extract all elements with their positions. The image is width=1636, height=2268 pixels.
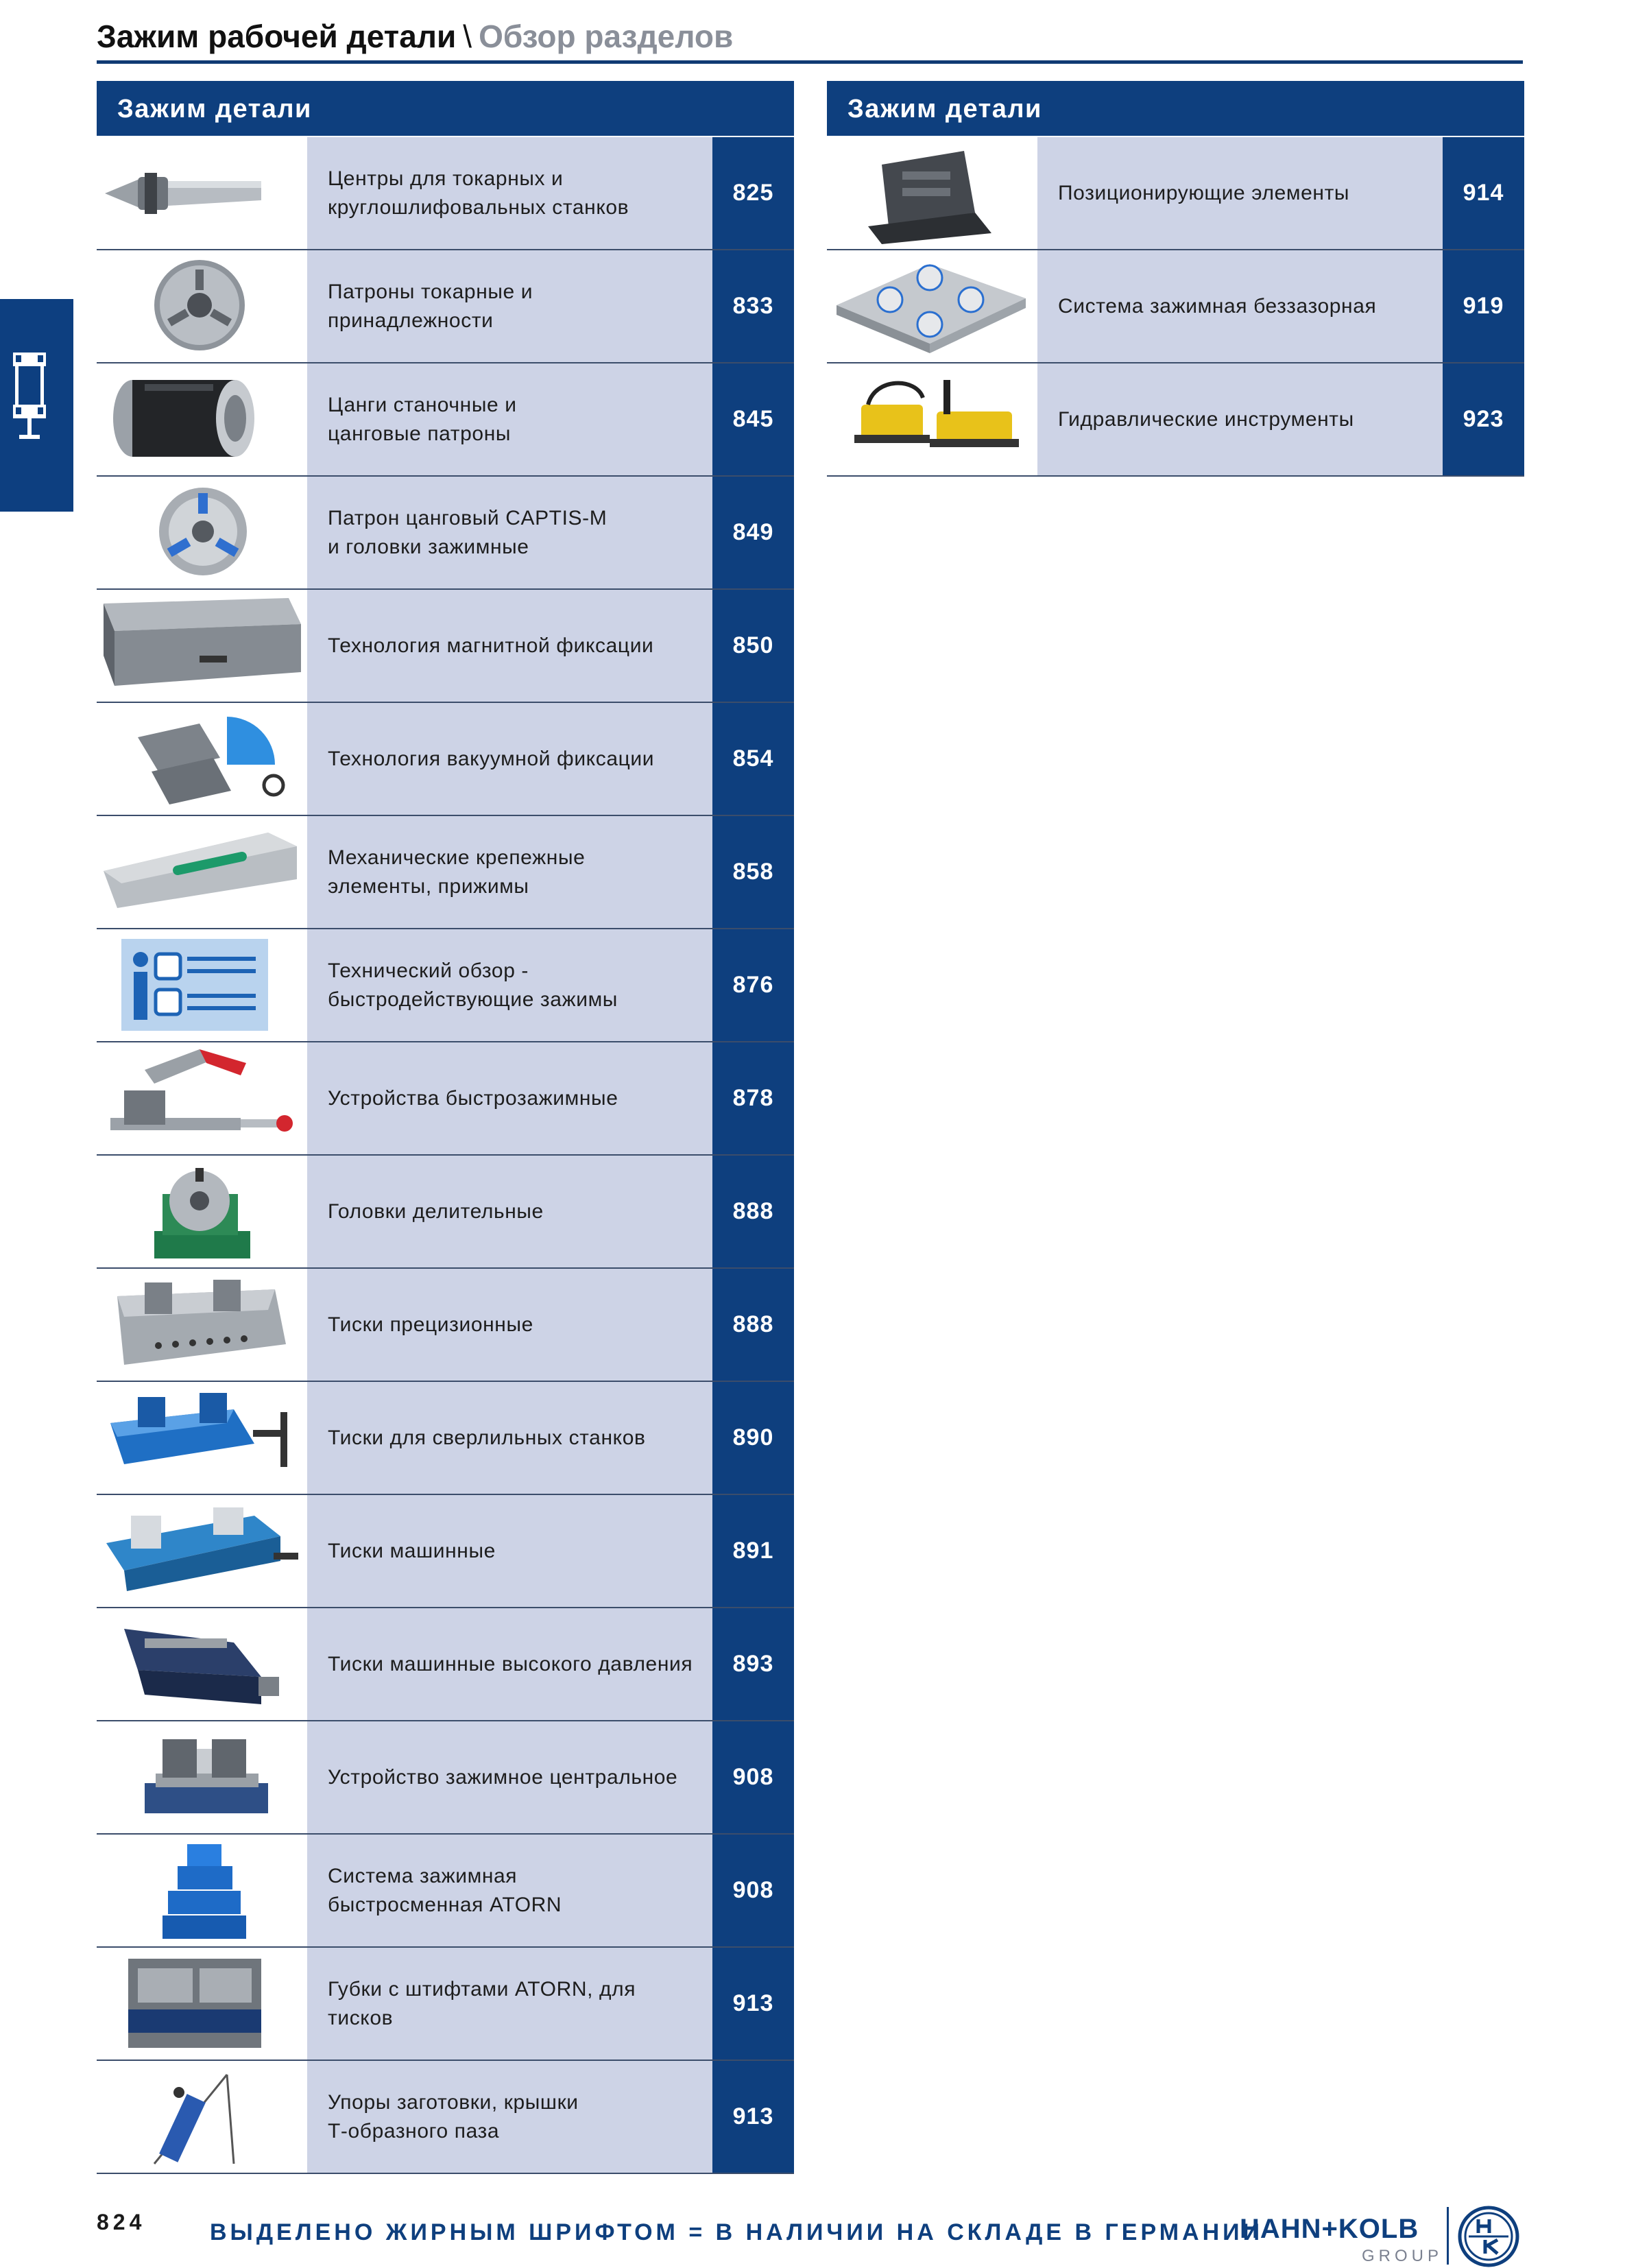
table-row[interactable] [97, 1269, 794, 1382]
row-label: Патрон цанговый CAPTIS-M и головки зажимные [328, 506, 608, 558]
table-row[interactable] [97, 1156, 794, 1269]
row-label: Цанги станочные и цанговые патроны [328, 393, 517, 445]
row-page-number[interactable]: 825 [712, 137, 794, 249]
table-row[interactable] [97, 2061, 794, 2174]
row-label: Губки с штифтами ATORN, для тисков [328, 1977, 636, 2029]
row-page-number[interactable]: 849 [712, 477, 794, 588]
table-row[interactable] [97, 477, 794, 590]
row-label: Тиски прецизионные [328, 1313, 533, 1336]
row-label: Тиски машинные [328, 1539, 496, 1562]
row-label: Устройство зажимное центральное [328, 1765, 678, 1789]
row-page-number[interactable]: 919 [1443, 250, 1524, 362]
table-row[interactable] [97, 250, 794, 363]
row-page-number[interactable]: 891 [712, 1495, 794, 1607]
brand-logo [1240, 2206, 1528, 2267]
dividing-head-icon [97, 1156, 307, 1267]
hydraulic-pump-icon [827, 363, 1037, 475]
collet-chuck-icon [97, 477, 307, 588]
header-rule [97, 60, 1523, 64]
vacuum-plate-icon [97, 703, 307, 815]
row-label: Патроны токарные и принадлежности [328, 280, 533, 332]
row-label: Технология магнитной фиксации [328, 634, 654, 657]
table-row[interactable] [827, 250, 1524, 363]
live-center-icon [97, 137, 307, 249]
clamp-chapter-icon [10, 351, 51, 454]
row-page-number[interactable]: 914 [1443, 137, 1524, 249]
row-label: Технический обзор - быстродействующие зажимы [328, 959, 618, 1011]
table-row[interactable] [97, 363, 794, 477]
row-page-number[interactable]: 913 [712, 2061, 794, 2173]
section-subtitle: Обзор разделов [479, 19, 734, 54]
brand-group: GROUP [1362, 2247, 1443, 2265]
right-section-table [827, 81, 1524, 477]
left-section-table [97, 81, 794, 2174]
quick-change-icon [97, 1835, 307, 1946]
row-page-number[interactable]: 854 [712, 703, 794, 815]
row-page-number[interactable]: 850 [712, 590, 794, 702]
brand-name: HAHN+KOLB [1240, 2214, 1419, 2244]
row-label: Позиционирующие элементы [1058, 181, 1350, 204]
row-label: Гидравлические инструменты [1058, 407, 1354, 431]
section-title: Зажим рабочей детали [97, 19, 457, 54]
right-table-heading: Зажим детали [827, 81, 1524, 137]
title-separator: \ [463, 19, 472, 54]
left-table-heading: Зажим детали [97, 81, 794, 137]
row-label: Устройства быстрозажимные [328, 1086, 618, 1110]
toggle-clamp-icon [97, 1042, 307, 1154]
row-page-number[interactable]: 890 [712, 1382, 794, 1494]
magnetic-plate-icon [97, 590, 307, 702]
row-page-number[interactable]: 833 [712, 250, 794, 362]
positioning-block-icon [827, 137, 1037, 249]
row-page-number[interactable]: 923 [1443, 363, 1524, 475]
row-page-number[interactable]: 876 [712, 929, 794, 1041]
page-number: 824 [97, 2210, 146, 2234]
row-label: Система зажимная быстросменная ATORN [328, 1864, 562, 1916]
table-row[interactable] [827, 363, 1524, 477]
row-label: Технология вакуумной фиксации [328, 747, 655, 770]
precision-vise-icon [97, 1269, 307, 1381]
table-row[interactable] [97, 1042, 794, 1156]
table-row[interactable] [97, 1495, 794, 1608]
row-page-number[interactable]: 858 [712, 816, 794, 928]
row-label: Тиски для сверлильных станков [328, 1426, 646, 1449]
info-icon [97, 929, 307, 1041]
row-page-number[interactable]: 888 [712, 1156, 794, 1267]
row-page-number[interactable]: 893 [712, 1608, 794, 1720]
table-row[interactable] [97, 1382, 794, 1495]
table-row[interactable] [97, 1608, 794, 1721]
center-clamp-icon [97, 1721, 307, 1833]
row-label: Тиски машинные высокого давления [328, 1652, 693, 1675]
collet-icon [97, 363, 307, 475]
stock-note: ВЫДЕЛЕНО ЖИРНЫМ ШРИФТОМ = В НАЛИЧИИ НА СКЛАДЕ В ГЕРМАНИИ [210, 2219, 1264, 2245]
table-row[interactable] [97, 816, 794, 929]
machine-vise-icon [97, 1495, 307, 1607]
jaws-icon [97, 1948, 307, 2060]
row-page-number[interactable]: 878 [712, 1042, 794, 1154]
page-title [97, 18, 733, 55]
table-row[interactable] [97, 1948, 794, 2061]
row-label: Центры для токарных и круглошлифовальных станков [328, 167, 629, 219]
table-row[interactable] [827, 137, 1524, 250]
row-page-number[interactable]: 913 [712, 1948, 794, 2060]
row-label: Механические крепежные элементы, прижимы [328, 846, 586, 898]
table-row[interactable] [97, 137, 794, 250]
row-page-number[interactable]: 908 [712, 1835, 794, 1946]
row-label: Система зажимная беззазорная [1058, 294, 1377, 318]
table-row[interactable] [97, 1835, 794, 1948]
chapter-tab[interactable] [0, 299, 73, 512]
row-page-number[interactable]: 888 [712, 1269, 794, 1381]
clamp-bar-icon [97, 816, 307, 928]
row-page-number[interactable]: 845 [712, 363, 794, 475]
table-row[interactable] [97, 590, 794, 703]
row-label: Головки делительные [328, 1199, 544, 1223]
drill-vise-icon [97, 1382, 307, 1494]
page-header [97, 15, 1523, 63]
high-pressure-vise-icon [97, 1608, 307, 1720]
workpiece-stop-icon [97, 2061, 307, 2173]
row-label: Упоры заготовки, крышки Т-образного паза [328, 2090, 579, 2142]
hk-emblem-icon [1458, 2206, 1519, 2267]
lathe-chuck-icon [97, 250, 307, 362]
table-row[interactable] [97, 703, 794, 816]
row-page-number[interactable]: 908 [712, 1721, 794, 1833]
table-row[interactable] [97, 1721, 794, 1835]
table-row[interactable] [97, 929, 794, 1042]
zero-point-plate-icon [827, 250, 1037, 362]
